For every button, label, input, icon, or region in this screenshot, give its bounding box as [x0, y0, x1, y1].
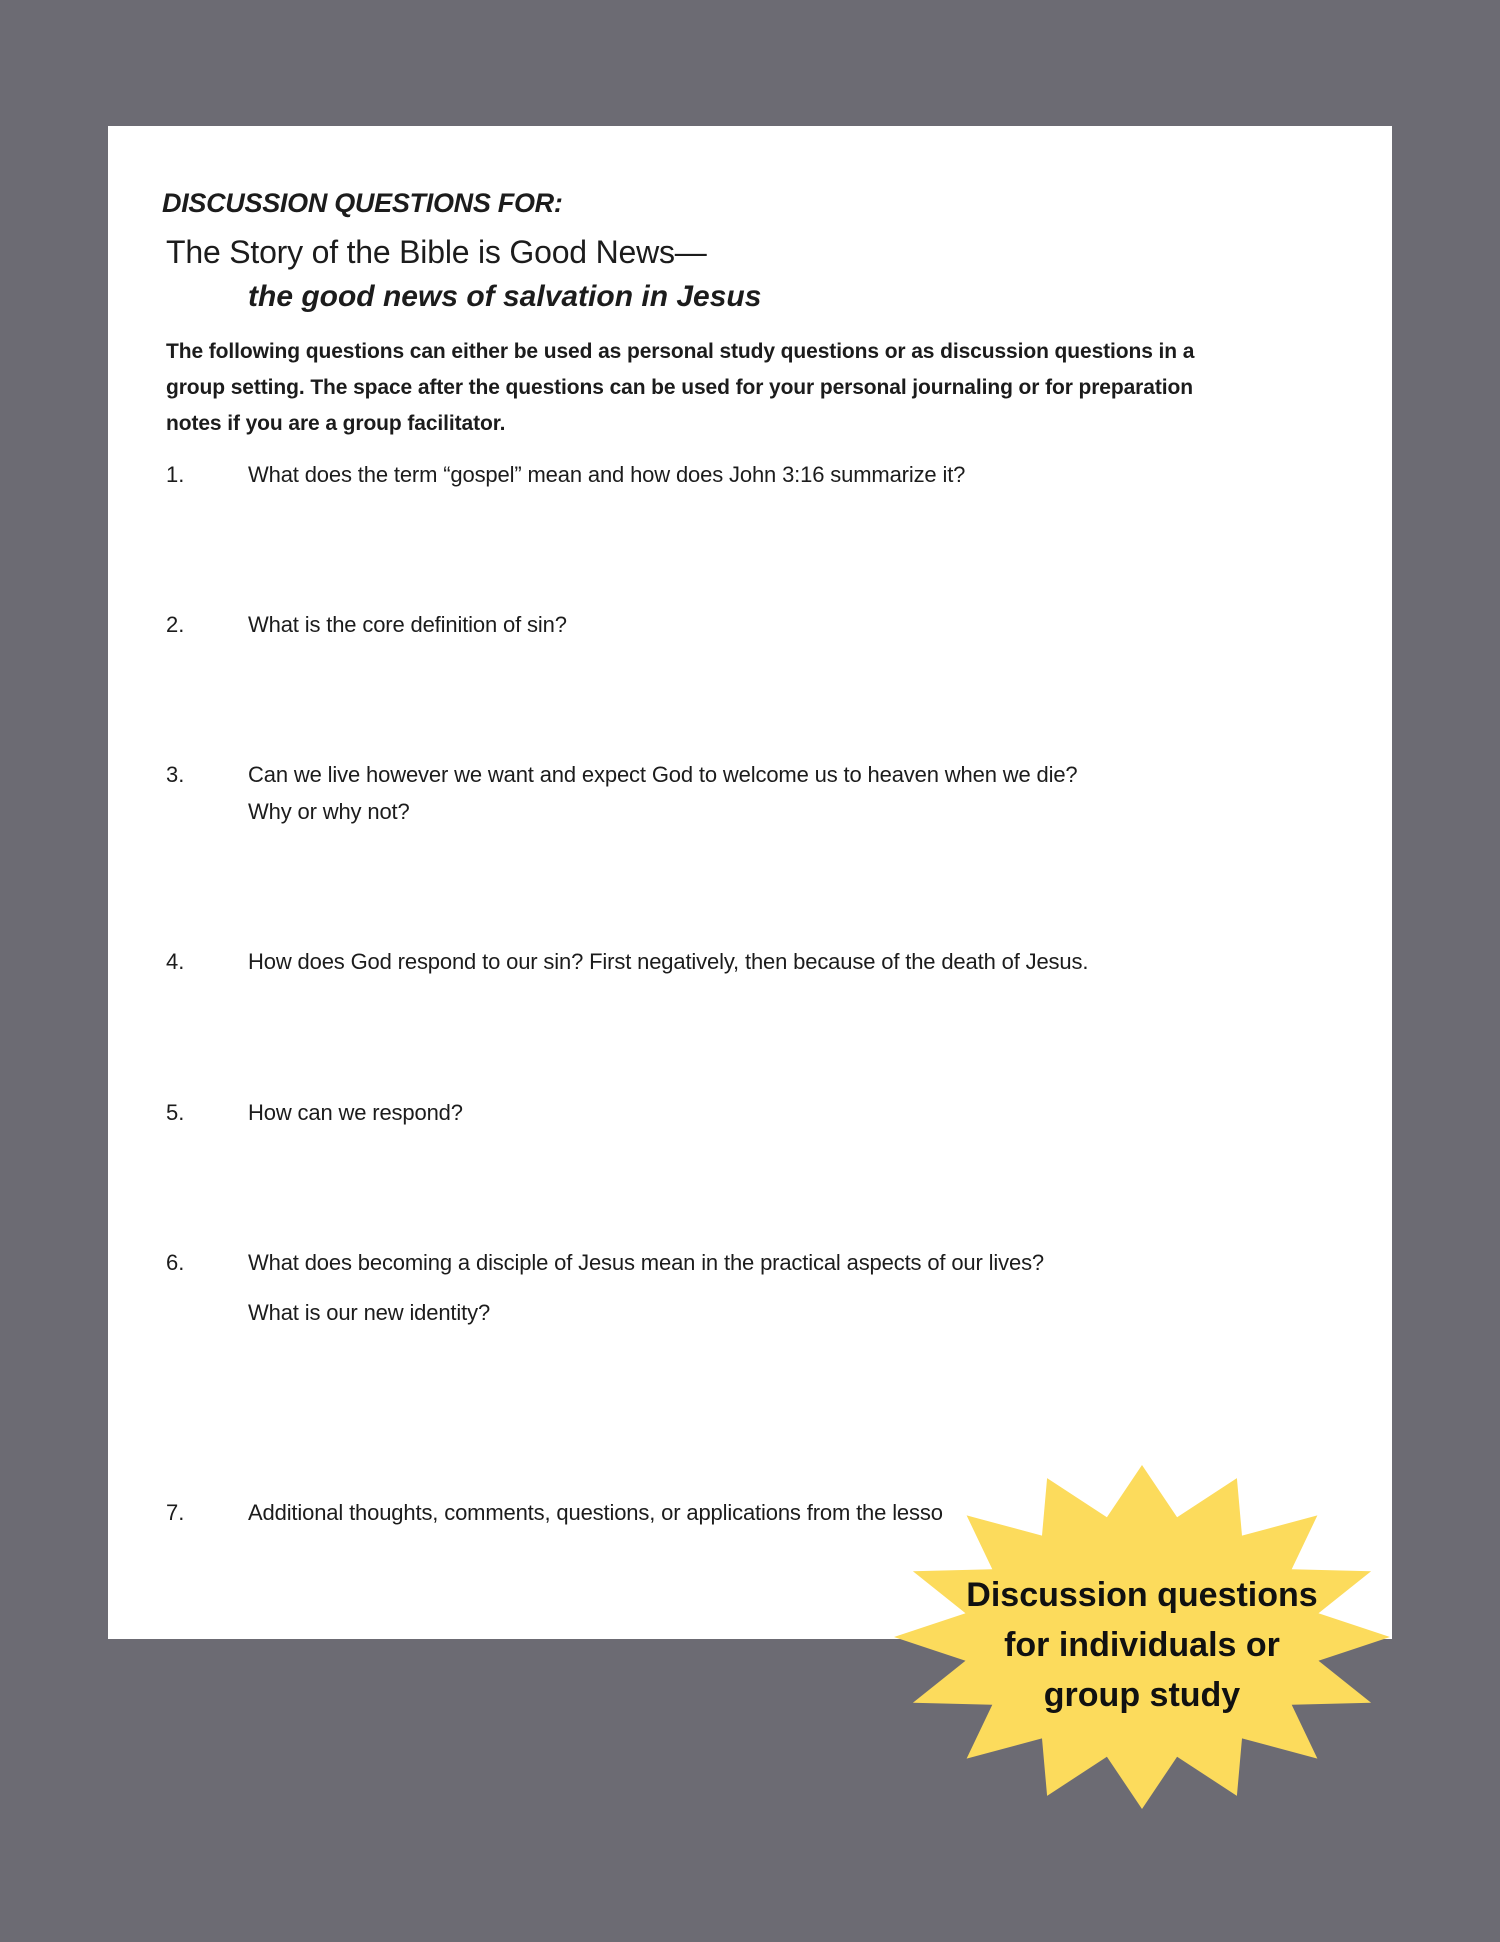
question-text: What does the term “gospel” mean and how does John 3:16 summarize it?	[248, 462, 966, 487]
question-text: How can we respond?	[248, 1100, 463, 1125]
question-number: 1.	[166, 462, 185, 487]
worksheet-kicker: DISCUSSION QUESTIONS FOR:	[162, 188, 563, 218]
starburst-badge	[890, 1462, 1394, 1812]
question-text: What is our new identity?	[248, 1300, 491, 1325]
worksheet-page	[108, 126, 1392, 1639]
question-text: What does becoming a disciple of Jesus mean in the practical aspects of our lives?	[248, 1250, 1045, 1275]
question-text: Additional thoughts, comments, questions, or applications from the lesso	[248, 1500, 943, 1525]
question-number: 6.	[166, 1250, 185, 1275]
worksheet-title: The Story of the Bible is Good News—	[166, 234, 707, 270]
question-text: Can we live however we want and expect God to welcome us to heaven when we die?	[248, 762, 1078, 787]
question-number: 3.	[166, 762, 185, 787]
question-number: 5.	[166, 1100, 185, 1125]
question-number: 4.	[166, 949, 185, 974]
question-text: What is the core definition of sin?	[248, 612, 567, 637]
worksheet-intro: The following questions can either be used as personal study questions or as discussion questions in a group setting. The space after the questions can be used for your personal journaling or for preparation notes if you are a group facilitator.	[166, 340, 1195, 435]
worksheet-subtitle: the good news of salvation in Jesus	[248, 280, 762, 313]
question-text: How does God respond to our sin? First negatively, then because of the death of Jesus.	[248, 949, 1089, 974]
question-number: 7.	[166, 1500, 185, 1525]
question-number: 2.	[166, 612, 185, 637]
starburst-text: Discussion questions for individuals or group study	[966, 1576, 1318, 1714]
question-text: Why or why not?	[248, 799, 410, 824]
